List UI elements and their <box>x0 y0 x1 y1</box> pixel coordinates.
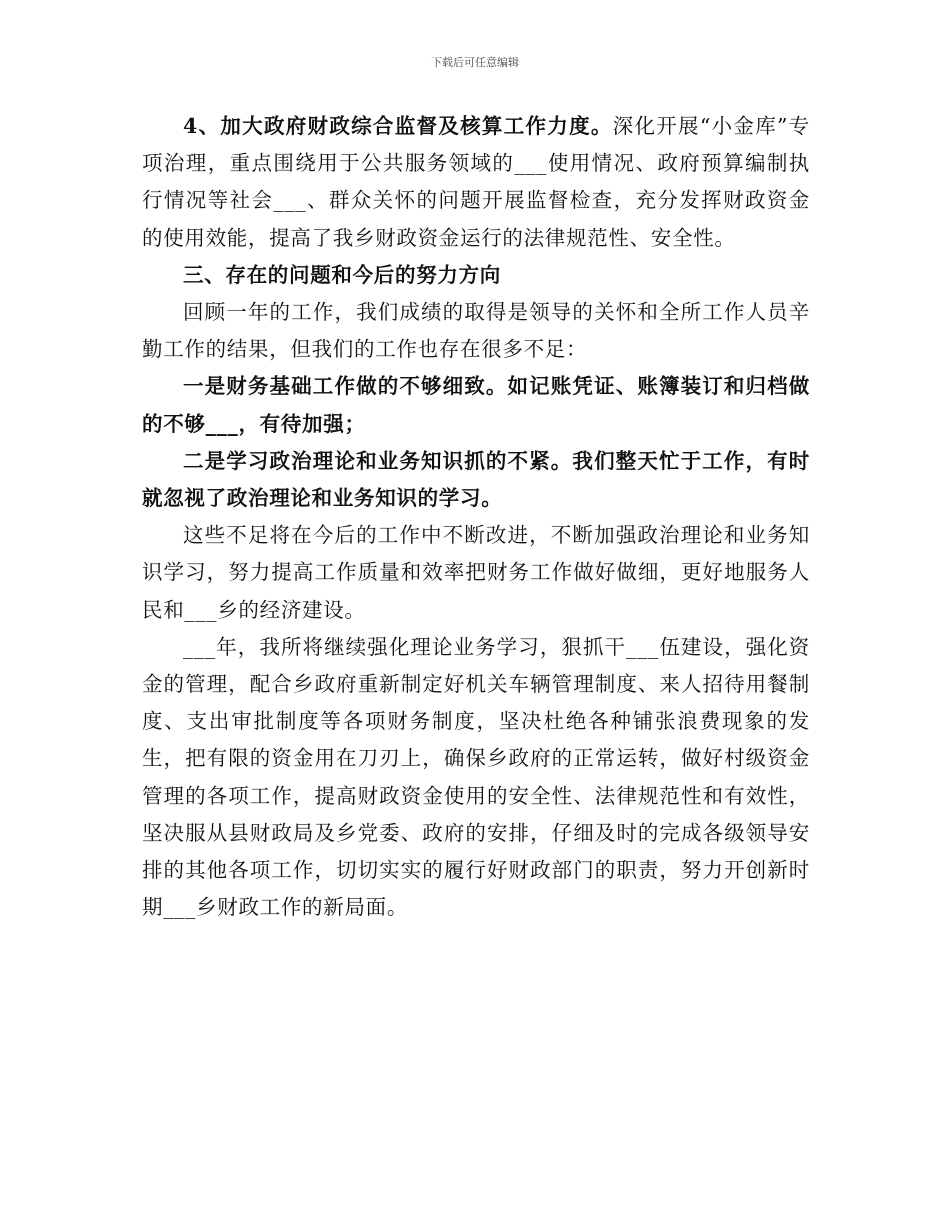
paragraph-problem-two: 二是学习政治理论和业务知识抓的不紧。我们整天忙于工作，有时就忽视了政治理论和业务知识的学习。 <box>142 448 810 511</box>
paragraph-plan: ___年，我所将继续强化理论业务学习，狠抓干___伍建设，强化资金的管理，配合乡政府重新制定好机关车辆管理制度、来人招待用餐制度、支出审批制度等各项财务制度，坚决杜绝各种铺张浪费现象的发生，把有限的资金用在刀刃上，确保乡政府的正常运转，做好村级资金管理的各项工作，提高财政资金使用的安全性、法律规范性和有效性，坚决服从县财政局及乡党委、政府的安排，仔细及时的完成各级领导安排的其他各项工作，切切实实的履行好财政部门的职责，努力开创新时期___乡财政工作的新局面。 <box>142 634 810 920</box>
paragraph-supervision-body: 深化开展“小金库”专项治理，重点围绕用于公共服务领域的___使用情况、政府预算编制执行情况等社会___、群众关怀的问题开展监督检查，充分发挥财政资金的使用效能，提高了我乡财政资金运行的法律规范性、安全性。 <box>142 114 810 250</box>
document-body <box>142 108 810 926</box>
section-heading-problems: 三、存在的问题和今后的努力方向 <box>183 262 501 287</box>
page-header: 下载后可任意编辑 <box>431 56 519 69</box>
paragraph-problem-one: 一是财务基础工作做的不够细致。如记账凭证、账簿装订和归档做的不够___，有待加强； <box>142 374 810 436</box>
paragraph-review: 回顾一年的工作，我们成绩的取得是领导的关怀和全所工作人员辛勤工作的结果，但我们的工作也存在很多不足： <box>142 300 810 362</box>
paragraph-supervision <box>142 108 810 257</box>
paragraph-supervision-lead: 4、加大政府财政综合监督及核算工作力度。 <box>183 114 613 138</box>
paragraph-improvement: 这些不足将在今后的工作中不断改进，不断加强政治理论和业务知识学习，努力提高工作质量和效率把财务工作做好做细，更好地服务人民和___乡的经济建设。 <box>142 523 810 622</box>
